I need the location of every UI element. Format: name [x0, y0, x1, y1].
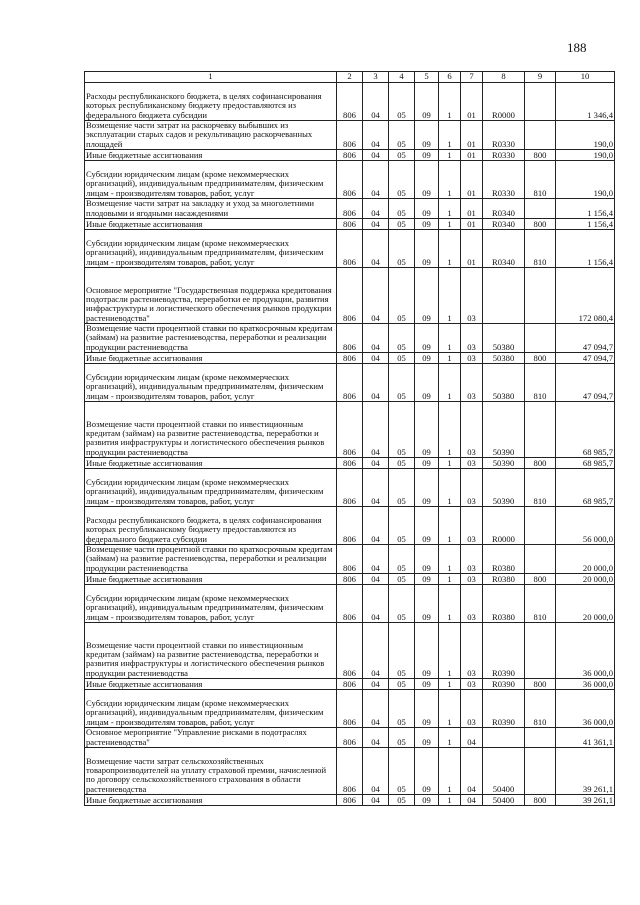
program-code: 09: [415, 364, 439, 402]
subsection-code: 05: [389, 219, 415, 230]
amount: 39 261,1: [556, 748, 615, 795]
program-code: 09: [415, 748, 439, 795]
direction-code: 50400: [483, 748, 525, 795]
program-code: 09: [415, 324, 439, 353]
subprogram-code: 1: [439, 458, 461, 469]
expense-type-code: [525, 121, 556, 150]
subsection-code: 05: [389, 402, 415, 458]
section-code: 04: [363, 728, 389, 748]
expense-type-code: [525, 268, 556, 324]
activity-code: 03: [461, 507, 483, 545]
col-header: 1: [85, 72, 337, 83]
program-code: 09: [415, 545, 439, 574]
row-name: Субсидии юридическим лицам (кроме некоммерческих организаций), индивидуальным предпринимателям, физическим лицам - производителям товаров, работ, услуг: [85, 469, 337, 507]
activity-code: 01: [461, 83, 483, 121]
table-row: [85, 795, 615, 806]
section-code: 04: [363, 574, 389, 585]
activity-code: 01: [461, 230, 483, 268]
program-code: 09: [415, 150, 439, 161]
col-header: 6: [439, 72, 461, 83]
section-code: 04: [363, 268, 389, 324]
program-code: 09: [415, 795, 439, 806]
activity-code: 03: [461, 268, 483, 324]
kvsr-code: 806: [337, 545, 363, 574]
activity-code: 04: [461, 795, 483, 806]
amount: 47 094,7: [556, 324, 615, 353]
expense-type-code: 810: [525, 469, 556, 507]
activity-code: 03: [461, 585, 483, 623]
section-code: 04: [363, 507, 389, 545]
direction-code: 50400: [483, 795, 525, 806]
direction-code: R0380: [483, 585, 525, 623]
row-name: Возмещение части затрат на раскорчевку выбывших из эксплуатации старых садов и рекультивацию раскорчеванных площадей: [85, 121, 337, 150]
subprogram-code: 1: [439, 230, 461, 268]
table-row: [85, 268, 615, 324]
amount: 36 000,0: [556, 623, 615, 679]
expense-type-code: 800: [525, 574, 556, 585]
activity-code: 01: [461, 121, 483, 150]
amount: 1 156,4: [556, 219, 615, 230]
program-code: 09: [415, 219, 439, 230]
direction-code: 50380: [483, 364, 525, 402]
table-row: [85, 83, 615, 121]
amount: 68 985,7: [556, 458, 615, 469]
table-row: [85, 402, 615, 458]
amount: 190,0: [556, 161, 615, 199]
col-header: 3: [363, 72, 389, 83]
row-name: Возмещение части процентной ставки по краткосрочным кредитам (займам) на развитие растениеводства, переработки и реализации продукции растениеводства: [85, 324, 337, 353]
activity-code: 03: [461, 690, 483, 728]
activity-code: 03: [461, 545, 483, 574]
table-row: [85, 748, 615, 795]
section-code: 04: [363, 324, 389, 353]
row-name: Возмещение части процентной ставки по инвестиционным кредитам (займам) на развитие растениеводства, переработки и развития инфраструктуры и логистического обеспечения рынков продукции растениеводства: [85, 623, 337, 679]
amount: 190,0: [556, 121, 615, 150]
row-name: Субсидии юридическим лицам (кроме некоммерческих организаций), индивидуальным предпринимателям, физическим лицам - производителям товаров, работ, услуг: [85, 364, 337, 402]
subsection-code: 05: [389, 353, 415, 364]
subprogram-code: 1: [439, 199, 461, 219]
expense-type-code: 810: [525, 690, 556, 728]
program-code: 09: [415, 469, 439, 507]
activity-code: 03: [461, 469, 483, 507]
program-code: 09: [415, 83, 439, 121]
row-name: Возмещение части процентной ставки по краткосрочным кредитам (займам) на развитие растениеводства, переработки и реализации продукции растениеводства: [85, 545, 337, 574]
kvsr-code: 806: [337, 83, 363, 121]
direction-code: 50390: [483, 458, 525, 469]
section-code: 04: [363, 353, 389, 364]
activity-code: 03: [461, 324, 483, 353]
program-code: 09: [415, 199, 439, 219]
subprogram-code: 1: [439, 545, 461, 574]
activity-code: 01: [461, 219, 483, 230]
row-name: Иные бюджетные ассигнования: [85, 458, 337, 469]
kvsr-code: 806: [337, 623, 363, 679]
col-header: 9: [525, 72, 556, 83]
budget-table: [84, 71, 615, 806]
amount: 36 000,0: [556, 679, 615, 690]
row-name: Расходы республиканского бюджета, в целях софинансирования которых республиканскому бюджету предоставляются из федерального бюджета субсидии: [85, 83, 337, 121]
subsection-code: 05: [389, 83, 415, 121]
program-code: 09: [415, 679, 439, 690]
program-code: 09: [415, 230, 439, 268]
kvsr-code: 806: [337, 679, 363, 690]
program-code: 09: [415, 121, 439, 150]
expense-type-code: 800: [525, 458, 556, 469]
amount: 20 000,0: [556, 545, 615, 574]
subprogram-code: 1: [439, 728, 461, 748]
subsection-code: 05: [389, 679, 415, 690]
table-row: [85, 230, 615, 268]
table-row: [85, 728, 615, 748]
row-name: Возмещение части затрат на закладку и уход за многолетними плодовыми и ягодными насаждениями: [85, 199, 337, 219]
subsection-code: 05: [389, 748, 415, 795]
subsection-code: 05: [389, 545, 415, 574]
activity-code: 03: [461, 353, 483, 364]
table-row: [85, 469, 615, 507]
section-code: 04: [363, 402, 389, 458]
col-header: 10: [556, 72, 615, 83]
kvsr-code: 806: [337, 230, 363, 268]
table-row: [85, 150, 615, 161]
kvsr-code: 806: [337, 690, 363, 728]
direction-code: R0340: [483, 199, 525, 219]
program-code: 09: [415, 728, 439, 748]
section-code: 04: [363, 121, 389, 150]
row-name: Расходы республиканского бюджета, в целях софинансирования которых республиканскому бюджету предоставляются из федерального бюджета субсидии: [85, 507, 337, 545]
amount: 1 156,4: [556, 199, 615, 219]
kvsr-code: 806: [337, 353, 363, 364]
subprogram-code: 1: [439, 83, 461, 121]
amount: 172 080,4: [556, 268, 615, 324]
direction-code: 50380: [483, 324, 525, 353]
subsection-code: 05: [389, 364, 415, 402]
expense-type-code: 800: [525, 150, 556, 161]
subprogram-code: 1: [439, 402, 461, 458]
section-code: 04: [363, 585, 389, 623]
amount: 1 156,4: [556, 230, 615, 268]
subsection-code: 05: [389, 623, 415, 679]
section-code: 04: [363, 458, 389, 469]
section-code: 04: [363, 469, 389, 507]
table-row: [85, 161, 615, 199]
direction-code: R0380: [483, 574, 525, 585]
amount: 36 000,0: [556, 690, 615, 728]
col-header: 5: [415, 72, 439, 83]
amount: 39 261,1: [556, 795, 615, 806]
row-name: Возмещение части процентной ставки по инвестиционным кредитам (займам) на развитие растениеводства, переработки и развития инфраструктуры и логистического обеспечения рынков продукции растениеводства: [85, 402, 337, 458]
kvsr-code: 806: [337, 150, 363, 161]
col-header: 4: [389, 72, 415, 83]
table-body: [85, 83, 615, 806]
direction-code: R0340: [483, 219, 525, 230]
program-code: 09: [415, 161, 439, 199]
subprogram-code: 1: [439, 585, 461, 623]
subsection-code: 05: [389, 795, 415, 806]
table-row: [85, 458, 615, 469]
section-code: 04: [363, 219, 389, 230]
subprogram-code: 1: [439, 121, 461, 150]
subsection-code: 05: [389, 161, 415, 199]
direction-code: R0330: [483, 150, 525, 161]
kvsr-code: 806: [337, 161, 363, 199]
col-header: 2: [337, 72, 363, 83]
expense-type-code: [525, 402, 556, 458]
direction-code: R0390: [483, 690, 525, 728]
direction-code: R0390: [483, 679, 525, 690]
subsection-code: 05: [389, 507, 415, 545]
expense-type-code: [525, 748, 556, 795]
direction-code: R0330: [483, 121, 525, 150]
subsection-code: 05: [389, 728, 415, 748]
program-code: 09: [415, 402, 439, 458]
direction-code: R0000: [483, 83, 525, 121]
row-name: Субсидии юридическим лицам (кроме некоммерческих организаций), индивидуальным предпринимателям, физическим лицам - производителям товаров, работ, услуг: [85, 161, 337, 199]
subsection-code: 05: [389, 324, 415, 353]
direction-code: 50380: [483, 353, 525, 364]
section-code: 04: [363, 83, 389, 121]
table-row: [85, 585, 615, 623]
table-row: [85, 324, 615, 353]
activity-code: 03: [461, 402, 483, 458]
direction-code: R0390: [483, 623, 525, 679]
row-name: Субсидии юридическим лицам (кроме некоммерческих организаций), индивидуальным предпринимателям, физическим лицам - производителям товаров, работ, услуг: [85, 230, 337, 268]
activity-code: 03: [461, 574, 483, 585]
section-code: 04: [363, 150, 389, 161]
direction-code: 50390: [483, 402, 525, 458]
subprogram-code: 1: [439, 690, 461, 728]
row-name: Основное мероприятие "Управление рисками в подотраслях растениеводства": [85, 728, 337, 748]
kvsr-code: 806: [337, 121, 363, 150]
section-code: 04: [363, 679, 389, 690]
table-row: [85, 219, 615, 230]
direction-code: R0000: [483, 507, 525, 545]
activity-code: 03: [461, 679, 483, 690]
activity-code: 04: [461, 728, 483, 748]
section-code: 04: [363, 623, 389, 679]
row-name: Основное мероприятие "Государственная поддержка кредитования подотрасли растениеводства, переработки ее продукции, развития инфраструктуры и логистического обеспечения рынков продукции растениеводства": [85, 268, 337, 324]
program-code: 09: [415, 690, 439, 728]
direction-code: R0380: [483, 545, 525, 574]
row-name: Иные бюджетные ассигнования: [85, 353, 337, 364]
row-name: Субсидии юридическим лицам (кроме некоммерческих организаций), индивидуальным предпринимателям, физическим лицам - производителям товаров, работ, услуг: [85, 585, 337, 623]
amount: 68 985,7: [556, 402, 615, 458]
expense-type-code: 800: [525, 219, 556, 230]
kvsr-code: 806: [337, 507, 363, 545]
subprogram-code: 1: [439, 748, 461, 795]
program-code: 09: [415, 268, 439, 324]
col-header: 7: [461, 72, 483, 83]
subprogram-code: 1: [439, 150, 461, 161]
subsection-code: 05: [389, 585, 415, 623]
row-name: Иные бюджетные ассигнования: [85, 574, 337, 585]
kvsr-code: 806: [337, 219, 363, 230]
subprogram-code: 1: [439, 161, 461, 199]
subprogram-code: 1: [439, 324, 461, 353]
subsection-code: 05: [389, 458, 415, 469]
direction-code: R0330: [483, 161, 525, 199]
section-code: 04: [363, 690, 389, 728]
expense-type-code: 800: [525, 679, 556, 690]
subprogram-code: 1: [439, 795, 461, 806]
expense-type-code: [525, 324, 556, 353]
subsection-code: 05: [389, 268, 415, 324]
section-code: 04: [363, 161, 389, 199]
kvsr-code: 806: [337, 268, 363, 324]
kvsr-code: 806: [337, 795, 363, 806]
table-row: [85, 121, 615, 150]
table-row: [85, 679, 615, 690]
row-name: Иные бюджетные ассигнования: [85, 219, 337, 230]
activity-code: 01: [461, 161, 483, 199]
expense-type-code: [525, 728, 556, 748]
page-number: 188: [567, 40, 587, 55]
subsection-code: 05: [389, 199, 415, 219]
table-row: [85, 364, 615, 402]
subsection-code: 05: [389, 150, 415, 161]
amount: 56 000,0: [556, 507, 615, 545]
kvsr-code: 806: [337, 199, 363, 219]
expense-type-code: [525, 545, 556, 574]
subprogram-code: 1: [439, 679, 461, 690]
expense-type-code: 800: [525, 353, 556, 364]
row-name: Иные бюджетные ассигнования: [85, 150, 337, 161]
amount: 47 094,7: [556, 364, 615, 402]
activity-code: 04: [461, 748, 483, 795]
section-code: 04: [363, 748, 389, 795]
kvsr-code: 806: [337, 364, 363, 402]
kvsr-code: 806: [337, 324, 363, 353]
amount: 47 094,7: [556, 353, 615, 364]
section-code: 04: [363, 199, 389, 219]
table-row: [85, 199, 615, 219]
program-code: 09: [415, 574, 439, 585]
kvsr-code: 806: [337, 469, 363, 507]
row-name: Субсидии юридическим лицам (кроме некоммерческих организаций), индивидуальным предпринимателям, физическим лицам - производителям товаров, работ, услуг: [85, 690, 337, 728]
subprogram-code: 1: [439, 353, 461, 364]
table-row: [85, 545, 615, 574]
subprogram-code: 1: [439, 574, 461, 585]
subsection-code: 05: [389, 121, 415, 150]
section-code: 04: [363, 230, 389, 268]
subsection-code: 05: [389, 690, 415, 728]
kvsr-code: 806: [337, 748, 363, 795]
row-name: Иные бюджетные ассигнования: [85, 795, 337, 806]
activity-code: 03: [461, 364, 483, 402]
expense-type-code: 800: [525, 795, 556, 806]
direction-code: R0340: [483, 230, 525, 268]
kvsr-code: 806: [337, 728, 363, 748]
table-row: [85, 690, 615, 728]
kvsr-code: 806: [337, 585, 363, 623]
table-row: [85, 353, 615, 364]
activity-code: 03: [461, 458, 483, 469]
section-code: 04: [363, 795, 389, 806]
program-code: 09: [415, 353, 439, 364]
amount: 20 000,0: [556, 574, 615, 585]
subprogram-code: 1: [439, 469, 461, 507]
expense-type-code: [525, 623, 556, 679]
subprogram-code: 1: [439, 364, 461, 402]
kvsr-code: 806: [337, 402, 363, 458]
program-code: 09: [415, 585, 439, 623]
program-code: 09: [415, 458, 439, 469]
program-code: 09: [415, 507, 439, 545]
subsection-code: 05: [389, 574, 415, 585]
expense-type-code: 810: [525, 585, 556, 623]
table-row: [85, 623, 615, 679]
activity-code: 01: [461, 150, 483, 161]
direction-code: [483, 728, 525, 748]
table-row: [85, 574, 615, 585]
kvsr-code: 806: [337, 574, 363, 585]
section-code: 04: [363, 545, 389, 574]
expense-type-code: [525, 199, 556, 219]
subsection-code: 05: [389, 469, 415, 507]
header-row: [85, 72, 615, 83]
subsection-code: 05: [389, 230, 415, 268]
expense-type-code: 810: [525, 230, 556, 268]
activity-code: 03: [461, 623, 483, 679]
amount: 41 361,1: [556, 728, 615, 748]
program-code: 09: [415, 623, 439, 679]
col-header: 8: [483, 72, 525, 83]
row-name: Возмещение части затрат сельскохозяйственных товаропроизводителей на уплату страховой премии, начисленной по договору сельскохозяйственного страхования в области растениеводства: [85, 748, 337, 795]
amount: 1 346,4: [556, 83, 615, 121]
amount: 190,0: [556, 150, 615, 161]
expense-type-code: [525, 83, 556, 121]
direction-code: 50390: [483, 469, 525, 507]
subprogram-code: 1: [439, 507, 461, 545]
subprogram-code: 1: [439, 623, 461, 679]
table-row: [85, 507, 615, 545]
expense-type-code: [525, 507, 556, 545]
amount: 68 985,7: [556, 469, 615, 507]
row-name: Иные бюджетные ассигнования: [85, 679, 337, 690]
direction-code: [483, 268, 525, 324]
expense-type-code: 810: [525, 161, 556, 199]
subprogram-code: 1: [439, 219, 461, 230]
section-code: 04: [363, 364, 389, 402]
kvsr-code: 806: [337, 458, 363, 469]
amount: 20 000,0: [556, 585, 615, 623]
expense-type-code: 810: [525, 364, 556, 402]
subprogram-code: 1: [439, 268, 461, 324]
activity-code: 01: [461, 199, 483, 219]
